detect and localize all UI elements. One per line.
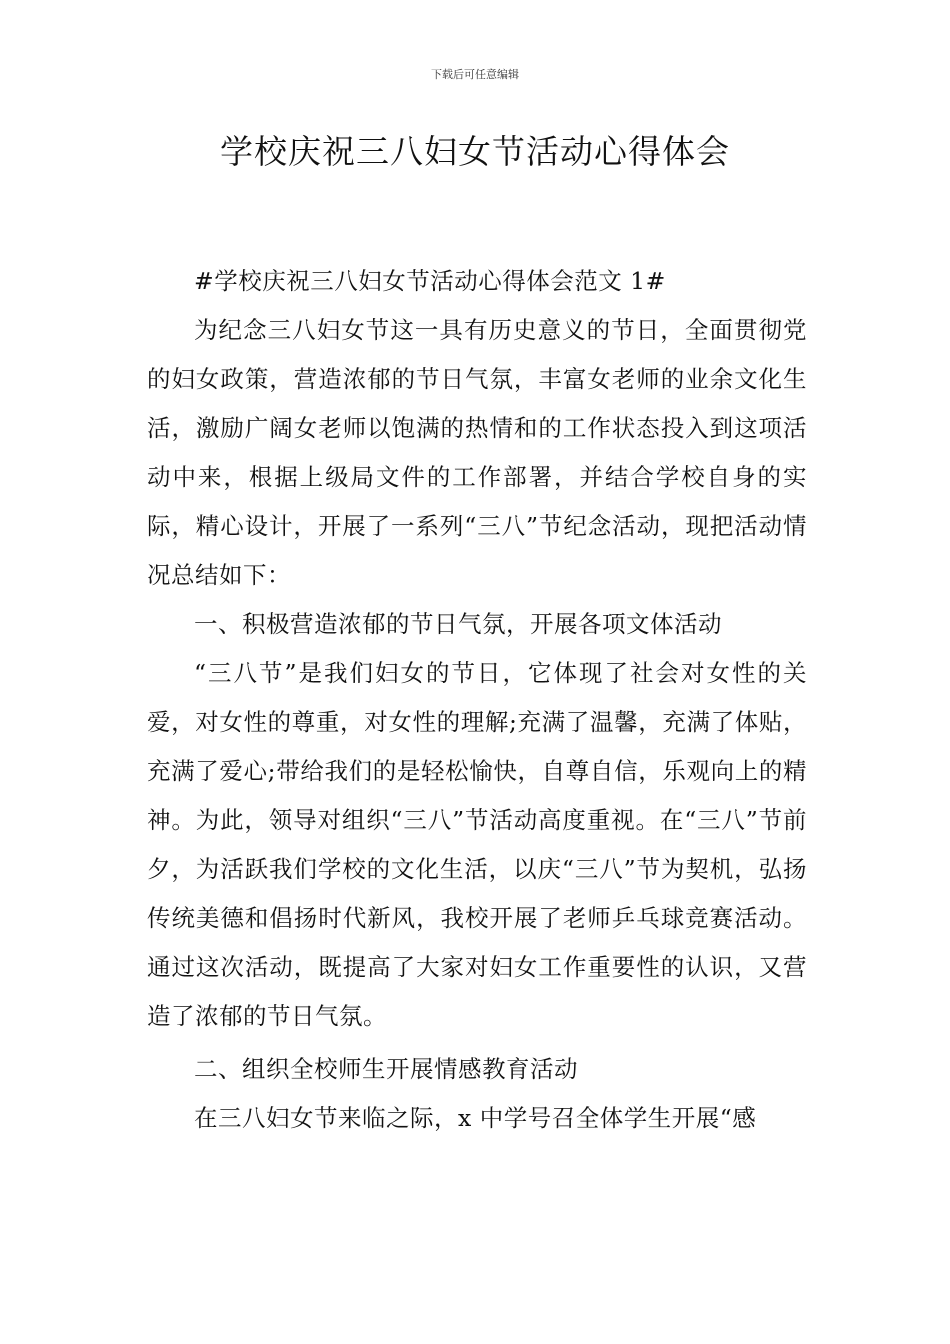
paragraph: 在三八妇女节来临之际，x 中学号召全体学生开展“感 bbox=[194, 1104, 757, 1132]
document-title: 学校庆祝三八妇女节活动心得体会 bbox=[220, 132, 730, 171]
section-heading: #学校庆祝三八妇女节活动心得体会范文 1# bbox=[194, 267, 666, 295]
section-heading: 一、积极营造浓郁的节日气氛，开展各项文体活动 bbox=[194, 610, 722, 638]
paragraph: 为纪念三八妇女节这一具有历史意义的节日，全面贯彻党的妇女政策，营造浓郁的节日气氛，丰富女老师的业余文化生活，激励广阔女老师以饱满的热情和的工作状态投入到这项活动中来，根据上级局文件的工作部署，并结合学校自身的实际，精心设计，开展了一系列“三八”节纪念活动，现把活动情况总结如下： bbox=[147, 316, 807, 589]
header-note: 下载后可任意编辑 bbox=[431, 68, 519, 81]
section-heading: 二、组织全校师生开展情感教育活动 bbox=[194, 1055, 578, 1083]
document-body bbox=[147, 257, 807, 1143]
paragraph: “三八节”是我们妇女的节日，它体现了社会对女性的关爱，对女性的尊重，对女性的理解;充满了温馨，充满了体贴，充满了爱心;带给我们的是轻松愉快，自尊自信，乐观向上的精神。为此，领导对组织“三八”节活动高度重视。在“三八”节前夕，为活跃我们学校的文化生活，以庆“三八”节为契机，弘扬传统美德和倡扬时代新风，我校开展了老师乒乓球竞赛活动。通过这次活动，既提高了大家对妇女工作重要性的认识，又营造了浓郁的节日气氛。 bbox=[147, 659, 807, 1030]
